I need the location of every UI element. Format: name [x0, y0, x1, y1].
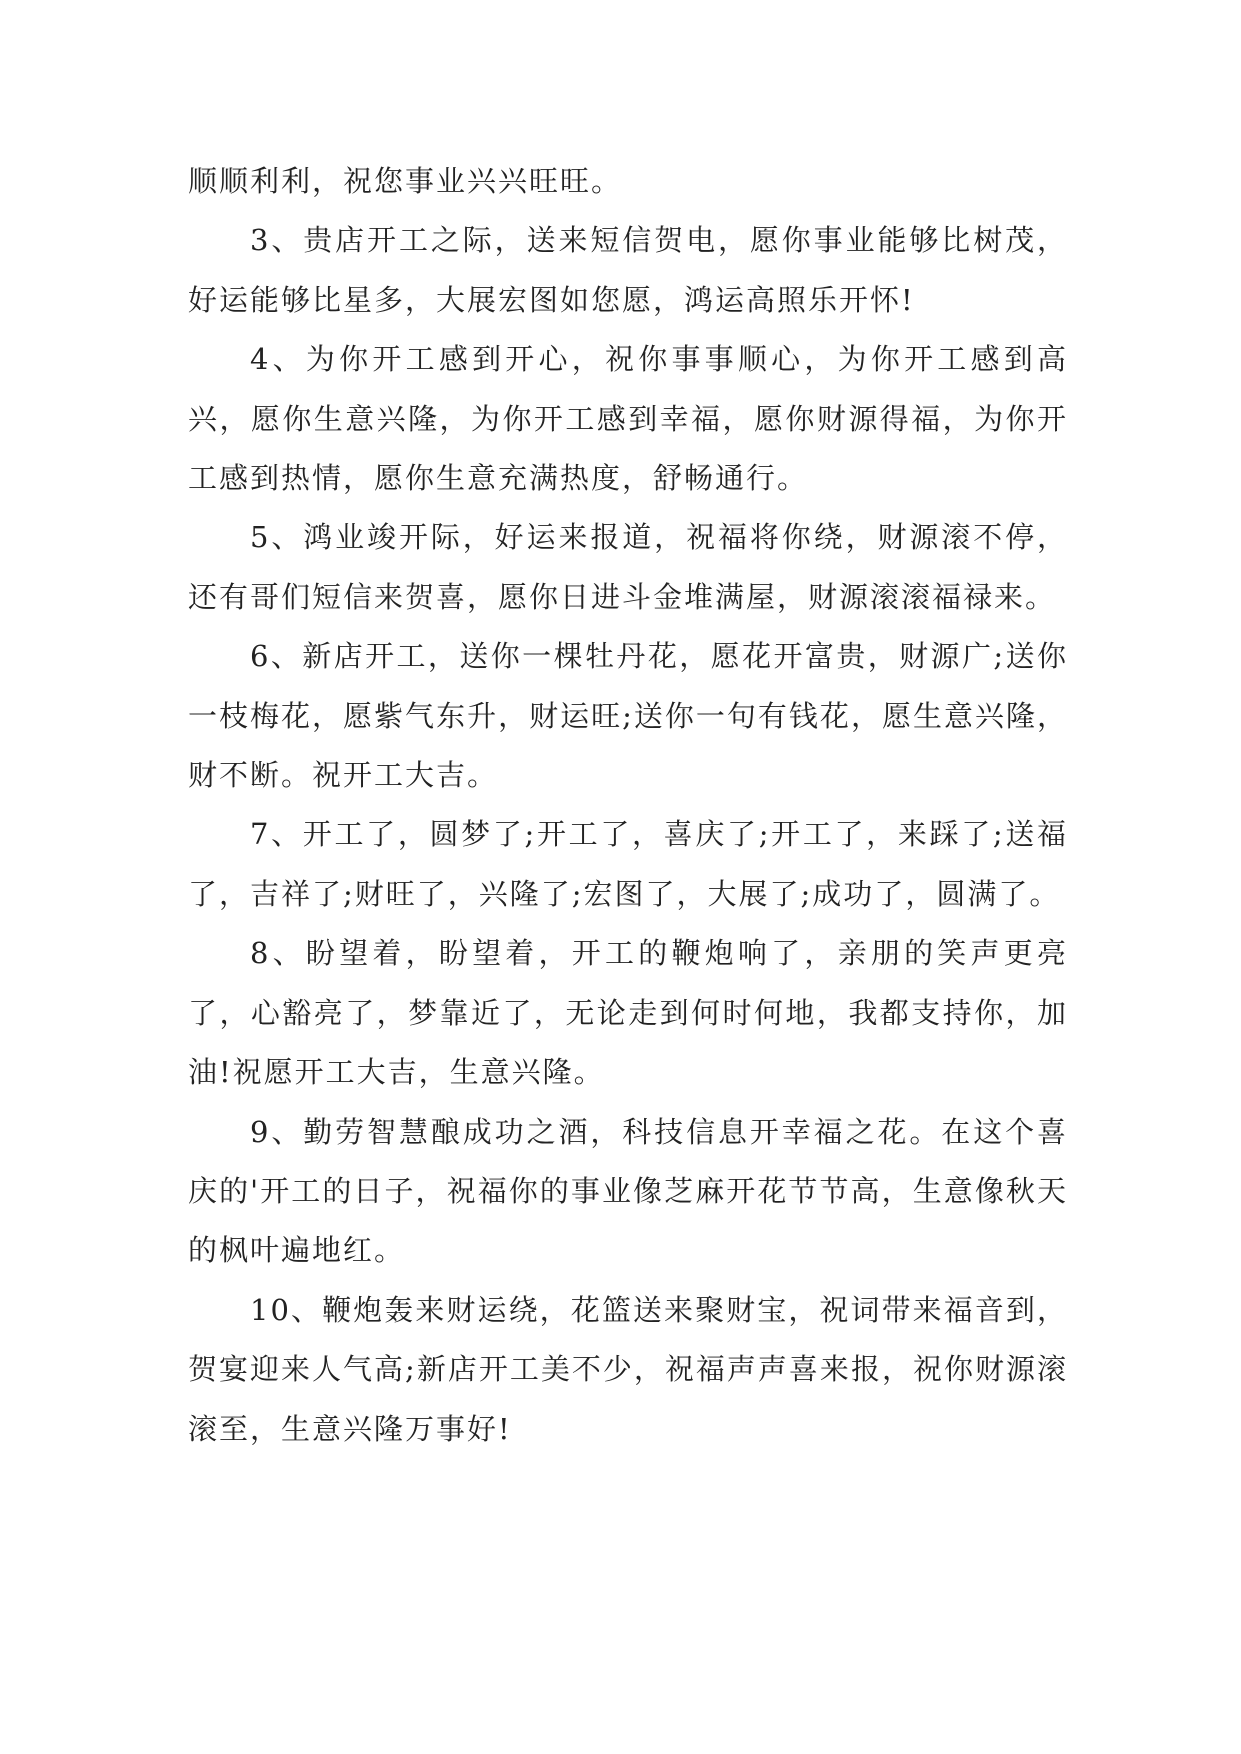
paragraph-item-5: 5、鸿业竣开际，好运来报道，祝福将你绕，财源滚不停，还有哥们短信来贺喜，愿你日进斗金堆满屋，财源滚滚福禄来。: [188, 520, 1068, 614]
paragraph-item-9: 9、勤劳智慧酿成功之酒，科技信息开幸福之花。在这个喜庆的'开工的日子，祝福你的事业像芝麻开花节节高，生意像秋天的枫叶遍地红。: [188, 1114, 1068, 1268]
paragraph-continuation: 顺顺利利，祝您事业兴兴旺旺。: [188, 164, 623, 198]
paragraph-item-7: 7、开工了，圆梦了;开工了，喜庆了;开工了，来踩了;送福了，吉祥了;财旺了，兴隆了;宏图了，大展了;成功了，圆满了。: [188, 817, 1068, 911]
paragraph-item-8: 8、盼望着，盼望着，开工的鞭炮响了，亲朋的笑声更亮了，心豁亮了，梦靠近了，无论走到何时何地，我都支持你，加油!祝愿开工大吉，生意兴隆。: [188, 936, 1068, 1090]
paragraph-item-6: 6、新店开工，送你一棵牡丹花，愿花开富贵，财源广;送你一枝梅花，愿紫气东升，财运旺;送你一句有钱花，愿生意兴隆，财不断。祝开工大吉。: [188, 639, 1068, 793]
document-body: [188, 152, 1068, 1459]
paragraph-item-10: 10、鞭炮轰来财运绕，花篮送来聚财宝，祝词带来福音到，贺宴迎来人气高;新店开工美不少，祝福声声喜来报，祝你财源滚滚至，生意兴隆万事好!: [188, 1292, 1068, 1446]
paragraph-item-4: 4、为你开工感到开心，祝你事事顺心，为你开工感到高兴，愿你生意兴隆，为你开工感到幸福，愿你财源得福，为你开工感到热情，愿你生意充满热度，舒畅通行。: [188, 342, 1068, 496]
paragraph-item-3: 3、贵店开工之际，送来短信贺电，愿你事业能够比树茂，好运能够比星多，大展宏图如您愿，鸿运高照乐开怀!: [188, 223, 1068, 317]
